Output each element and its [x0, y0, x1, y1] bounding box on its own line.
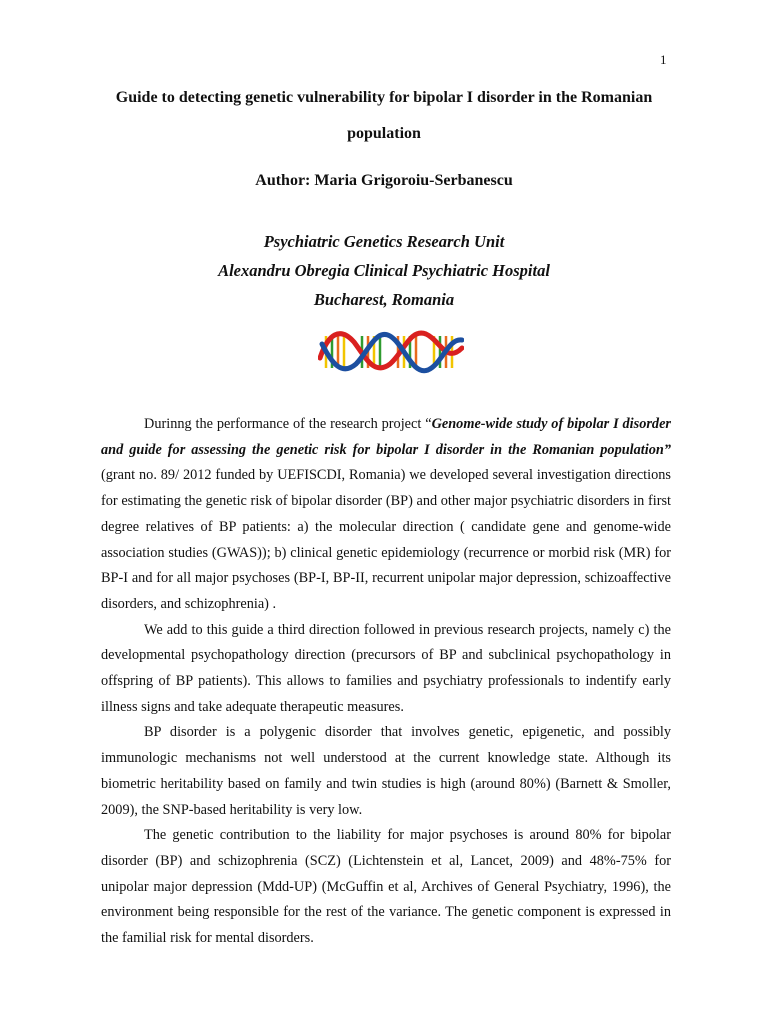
project-title: Genome-wide study of bipolar I disorder and guide for assessing the genetic risk for bipolar I disorder in the Romanian population”	[101, 416, 671, 458]
page-number: 1	[660, 52, 667, 67]
paragraph-1-rest: (grant no. 89/ 2012 funded by UEFISCDI, Romania) we developed several investigation directions for estimating the genetic risk of bipolar disorder (BP) and other major psychiatric disorders in first degree relatives of BP patients: a) the molecular direction ( candidate gene and genome-wide association studies (GWAS)); b) clinical genetic epidemiology (recurrence or morbid risk (MR) for BP-I and for all major psychoses (BP-I, BP-II, recurrent unipolar major depression, schizoaffective disorders, and schizophrenia) .	[101, 467, 671, 612]
city-country: Bucharest, Romania	[313, 290, 455, 309]
author-line: Author: Maria Grigoroiu-Serbanescu	[255, 172, 513, 189]
affiliation-block	[96, 227, 672, 314]
hospital-name: Alexandru Obregia Clinical Psychiatric Hospital	[218, 261, 550, 280]
dna-helix-icon	[318, 320, 464, 382]
document-title	[96, 80, 672, 152]
paragraph-2: We add to this guide a third direction followed in previous research projects, namely c) the developmental psychopathology direction (precursors of BP and subclinical psychopathology in offspring of BP patients). This allows to families and psychiatry professionals to indentify early illness signs and take adequate therapeutic measures.	[101, 621, 671, 715]
paragraph-1	[101, 412, 671, 618]
research-unit: Psychiatric Genetics Research Unit	[263, 232, 505, 251]
paragraph-1-intro: Durinng the performance of the research project “	[144, 416, 432, 432]
paragraph-4: The genetic contribution to the liability for major psychoses is around 80% for bipolar disorder (BP) and schizophrenia (SCZ) (Lichtenstein et al, Lancet, 2009) and 48%-75% for unipolar major depression (Mdd-UP) (McGuffin et al, Archives of General Psychiatry, 1996), the environment being responsible for the rest of the variance. The genetic component is expressed in the familial risk for mental disorders.	[101, 827, 671, 947]
paragraph-3: BP disorder is a polygenic disorder that involves genetic, epigenetic, and possibly immunologic mechanisms not well understood at the current knowledge state. Although its biometric heritability based on family and twin studies is high (around 80%) (Barnett & Smoller, 2009), the SNP-based heritability is very low.	[101, 724, 671, 818]
title-line-1: Guide to detecting genetic vulnerability for bipolar I disorder in the Romanian	[115, 89, 653, 106]
body-text	[101, 412, 671, 952]
title-line-2: population	[347, 125, 421, 142]
